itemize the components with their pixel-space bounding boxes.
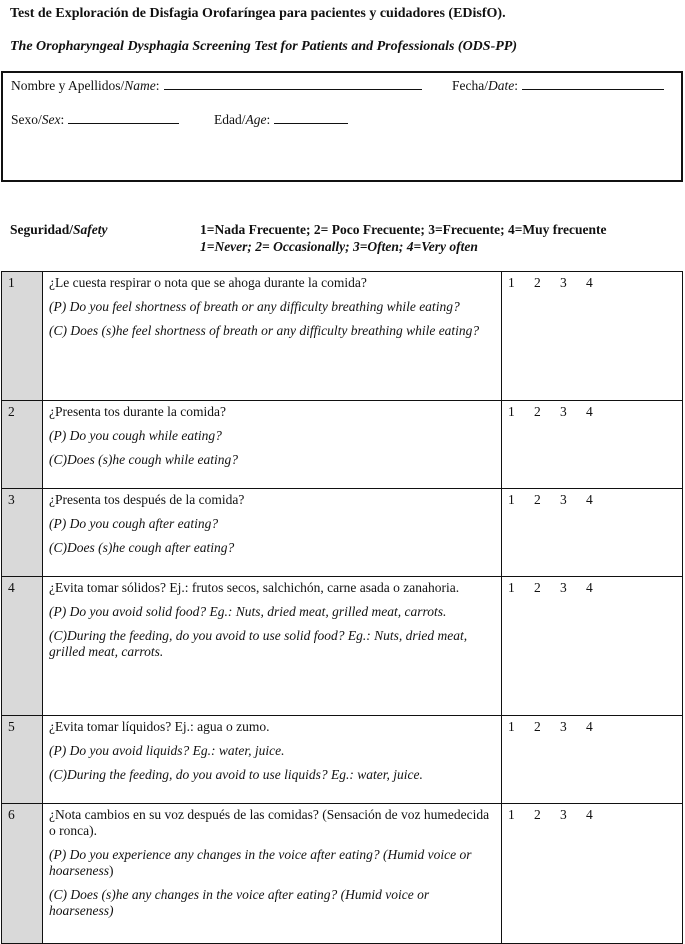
rating-scale bbox=[502, 489, 683, 577]
section-title-es: Seguridad/ bbox=[10, 222, 74, 237]
question-number: 2 bbox=[2, 401, 43, 489]
age-label-en: Age bbox=[245, 112, 267, 127]
rating-option-4[interactable]: 4 bbox=[586, 719, 593, 734]
question-patient bbox=[49, 847, 495, 879]
rating-option-4[interactable]: 4 bbox=[586, 404, 593, 419]
age-field[interactable]: Edad/Age: bbox=[214, 112, 348, 128]
table-row bbox=[2, 489, 683, 577]
question-caregiver: (C) Does (s)he feel shortness of breath or any difficulty breathing while eating? bbox=[49, 323, 480, 338]
rating-option-2[interactable]: 2 bbox=[534, 404, 541, 419]
question-patient-tail: ) bbox=[109, 863, 114, 878]
name-field[interactable]: Nombre y Apellidos/Name: bbox=[11, 78, 422, 94]
rating-option-2[interactable]: 2 bbox=[534, 719, 541, 734]
rating-option-3[interactable]: 3 bbox=[560, 807, 567, 822]
question-text bbox=[43, 489, 502, 577]
title-english: The Oropharyngeal Dysphagia Screening Test for Patients and Professionals (ODS-PP) bbox=[10, 39, 518, 54]
question-number: 4 bbox=[2, 577, 43, 716]
questions-table bbox=[1, 271, 683, 944]
question-caregiver: (C)Does (s)he cough after eating? bbox=[49, 540, 235, 555]
section-title-en: Safety bbox=[73, 222, 108, 237]
question-text bbox=[43, 272, 502, 401]
name-line[interactable] bbox=[164, 88, 422, 90]
date-line[interactable] bbox=[522, 88, 664, 90]
rating-option-2[interactable]: 2 bbox=[534, 580, 541, 595]
title-spanish: Test de Exploración de Disfagia Orofaríngea para pacientes y cuidadores (EDisfO). bbox=[10, 6, 506, 21]
question-text bbox=[43, 577, 502, 716]
question-spanish: ¿Evita tomar sólidos? Ej.: frutos secos, salchichón, carne asada o zanahoria. bbox=[49, 580, 460, 595]
question-spanish: ¿Presenta tos después de la comida? bbox=[49, 492, 245, 507]
rating-scale bbox=[502, 401, 683, 489]
rating-option-3[interactable]: 3 bbox=[560, 404, 567, 419]
table-row bbox=[2, 272, 683, 401]
name-label: Nombre y Apellidos/ bbox=[11, 78, 125, 93]
question-number: 6 bbox=[2, 804, 43, 944]
rating-option-1[interactable]: 1 bbox=[508, 807, 515, 822]
question-patient: (P) Do you avoid liquids? Eg.: water, juice. bbox=[49, 743, 285, 758]
rating-option-3[interactable]: 3 bbox=[560, 580, 567, 595]
rating-option-3[interactable]: 3 bbox=[560, 492, 567, 507]
rating-option-1[interactable]: 1 bbox=[508, 492, 515, 507]
name-label-en: Name bbox=[124, 78, 156, 93]
question-spanish: ¿Evita tomar líquidos? Ej.: agua o zumo. bbox=[49, 719, 270, 734]
question-number: 3 bbox=[2, 489, 43, 577]
rating-option-4[interactable]: 4 bbox=[586, 580, 593, 595]
question-caregiver: (C) Does (s)he any changes in the voice after eating? (Humid voice or hoarseness) bbox=[49, 887, 430, 918]
scale-legend-english: 1=Never; 2= Occasionally; 3=Often; 4=Very often bbox=[200, 239, 478, 254]
question-number: 5 bbox=[2, 716, 43, 804]
patient-info-box bbox=[1, 71, 683, 182]
question-caregiver: (C)During the feeding, do you avoid to use liquids? Eg.: water, juice. bbox=[49, 767, 423, 782]
rating-option-2[interactable]: 2 bbox=[534, 807, 541, 822]
sex-line[interactable] bbox=[68, 122, 179, 124]
rating-scale bbox=[502, 716, 683, 804]
rating-option-4[interactable]: 4 bbox=[586, 492, 593, 507]
table-row bbox=[2, 577, 683, 716]
sex-field[interactable]: Sexo/Sex: bbox=[11, 112, 179, 128]
date-field[interactable]: Fecha/Date: bbox=[452, 78, 664, 94]
question-text bbox=[43, 804, 502, 944]
question-patient-text: (P) Do you experience any changes in the voice after eating? (Humid voice or hoarseness bbox=[49, 847, 472, 878]
rating-scale bbox=[502, 804, 683, 944]
table-row bbox=[2, 401, 683, 489]
table-row bbox=[2, 804, 683, 944]
rating-option-1[interactable]: 1 bbox=[508, 580, 515, 595]
question-number: 1 bbox=[2, 272, 43, 401]
section-title bbox=[10, 222, 108, 238]
rating-scale bbox=[502, 577, 683, 716]
age-label: Edad/ bbox=[214, 112, 246, 127]
date-label: Fecha/ bbox=[452, 78, 488, 93]
table-row bbox=[2, 716, 683, 804]
sex-label: Sexo/ bbox=[11, 112, 42, 127]
rating-option-1[interactable]: 1 bbox=[508, 275, 515, 290]
rating-scale bbox=[502, 272, 683, 401]
rating-option-1[interactable]: 1 bbox=[508, 719, 515, 734]
rating-option-3[interactable]: 3 bbox=[560, 719, 567, 734]
question-text bbox=[43, 401, 502, 489]
question-spanish: ¿Nota cambios en su voz después de las comidas? (Sensación de voz humedecida o ronca). bbox=[49, 807, 490, 838]
rating-option-1[interactable]: 1 bbox=[508, 404, 515, 419]
rating-option-2[interactable]: 2 bbox=[534, 492, 541, 507]
sex-label-en: Sex bbox=[41, 112, 61, 127]
rating-option-2[interactable]: 2 bbox=[534, 275, 541, 290]
date-label-en: Date bbox=[488, 78, 515, 93]
question-spanish: ¿Le cuesta respirar o nota que se ahoga durante la comida? bbox=[49, 275, 367, 290]
rating-option-3[interactable]: 3 bbox=[560, 275, 567, 290]
question-patient: (P) Do you feel shortness of breath or any difficulty breathing while eating? bbox=[49, 299, 460, 314]
rating-option-4[interactable]: 4 bbox=[586, 807, 593, 822]
question-caregiver: (C)Does (s)he cough while eating? bbox=[49, 452, 238, 467]
question-patient: (P) Do you cough while eating? bbox=[49, 428, 222, 443]
question-text bbox=[43, 716, 502, 804]
scale-legend-spanish: 1=Nada Frecuente; 2= Poco Frecuente; 3=Frecuente; 4=Muy frecuente bbox=[200, 222, 607, 237]
question-caregiver: (C)During the feeding, do you avoid to use solid food? Eg.: Nuts, dried meat, grilled meat, carrots. bbox=[49, 628, 468, 659]
question-patient: (P) Do you cough after eating? bbox=[49, 516, 219, 531]
question-spanish: ¿Presenta tos durante la comida? bbox=[49, 404, 226, 419]
age-line[interactable] bbox=[274, 122, 348, 124]
rating-option-4[interactable]: 4 bbox=[586, 275, 593, 290]
question-patient: (P) Do you avoid solid food? Eg.: Nuts, dried meat, grilled meat, carrots. bbox=[49, 604, 447, 619]
